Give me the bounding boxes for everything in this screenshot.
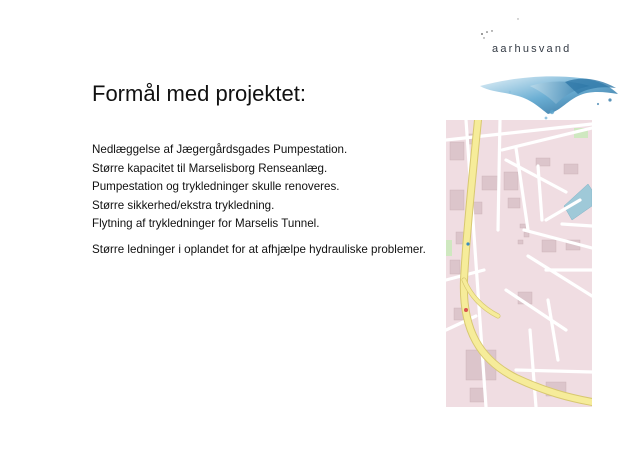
list-item: Pumpestation og trykledninger skulle renoveres. xyxy=(92,180,340,193)
water-splash-icon xyxy=(470,16,620,126)
purpose-list xyxy=(92,141,452,234)
extra-note: Større ledninger i oplandet for at afhjælpe hydrauliske problemer. xyxy=(92,243,426,256)
brand-logo-text: aarhusvand xyxy=(492,43,572,55)
list-item: Større sikkerhed/ekstra trykledning. xyxy=(92,198,275,212)
street-map xyxy=(446,120,592,407)
list-item: Flytning af trykledninger for Marselis Tunnel. xyxy=(92,217,320,230)
list-item: Større kapacitet til Marselisborg Renseanlæg. xyxy=(92,161,328,175)
slide-title: Formål med projektet: xyxy=(92,81,306,106)
list-item: Nedlæggelse af Jægergårdsgades Pumpestation. xyxy=(92,143,348,156)
